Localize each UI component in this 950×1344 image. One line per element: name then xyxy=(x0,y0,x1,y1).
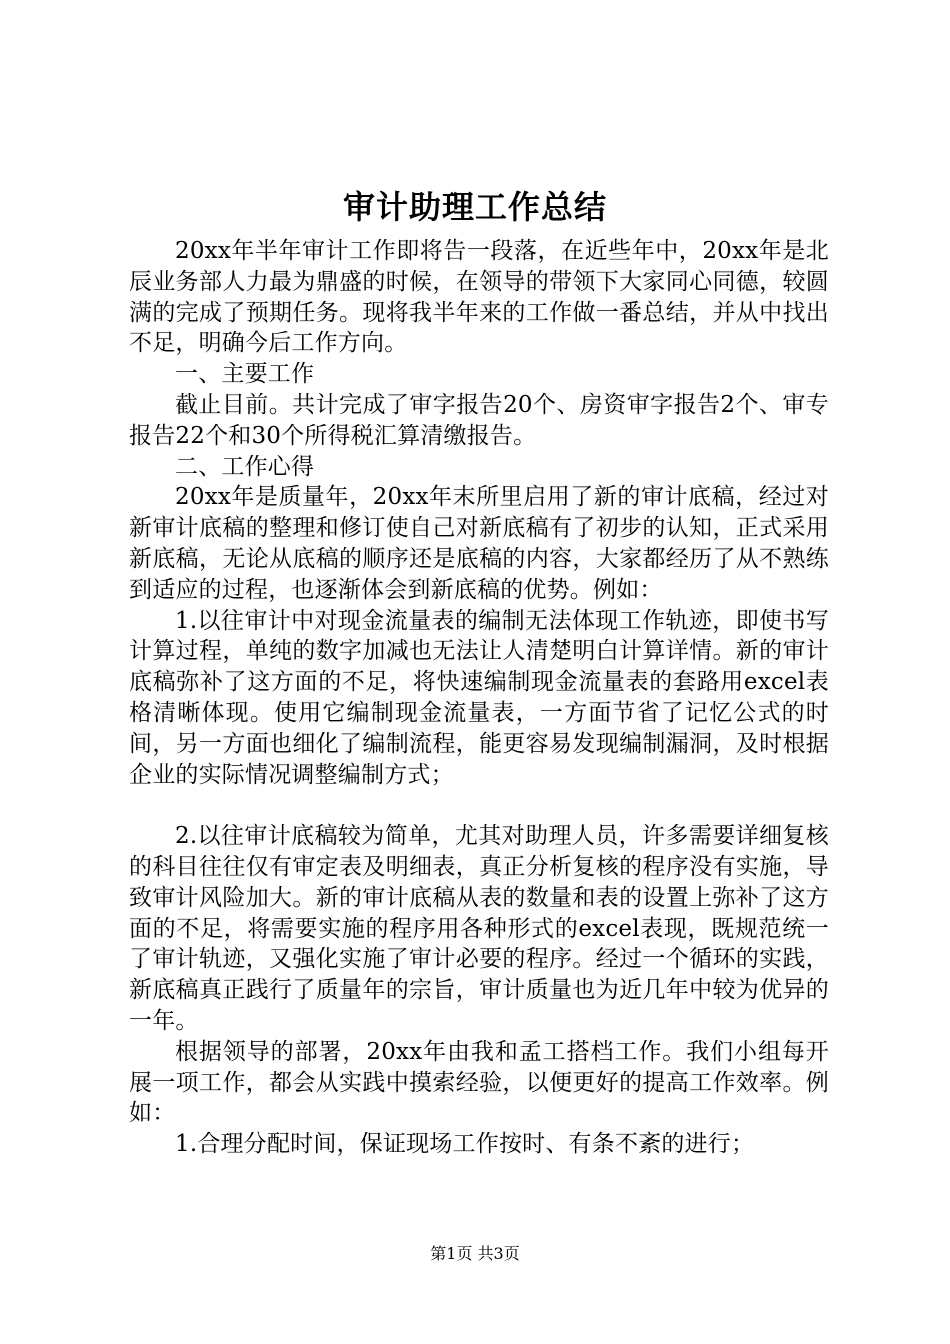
list-item-2: 2.以往审计底稿较为简单，尤其对助理人员，许多需要详细复核的科目往往仅有审定表及明细表，真正分析复核的程序没有实施，导致审计风险加大。新的审计底稿从表的数量和表的设置上弥补了这方面的不足，将需要实施的程序用各种形式的excel表现，既规范统一了审计轨迹，又强化实施了审计必要的程序。经过一个循环的实践，新底稿真正践行了质量年的宗旨，审计质量也为近几年中较为优异的一年。 xyxy=(129,823,829,1034)
teamwork-paragraph: 根据领导的部署，20xx年由我和孟工搭档工作。我们小组每开展一项工作，都会从实践中摸索经验，以便更好的提高工作效率。例如： xyxy=(129,1038,829,1127)
list-item-1: 1.以往审计中对现金流量表的编制无法体现工作轨迹，即使书写计算过程，单纯的数字加减也无法让人清楚明白计算详情。新的审计底稿弥补了这方面的不足，将快速编制现金流量表的套路用excel表格清晰体现。使用它编制现金流量表，一方面节省了记忆公式的时间，另一方面也细化了编制流程，能更容易发现编制漏洞，及时根据企业的实际情况调整编制方式； xyxy=(129,607,829,788)
document-title: 审计助理工作总结 xyxy=(342,188,607,226)
main-work-paragraph: 截止目前。共计完成了审字报告20个、房资审字报告2个、审专报告22个和30个所得税汇算清缴报告。 xyxy=(129,391,829,449)
section-heading-experience: 二、工作心得 xyxy=(175,453,315,480)
intro-paragraph: 20xx年半年审计工作即将告一段落，在近些年中，20xx年是北辰业务部人力最为鼎盛的时候，在领导的带领下大家同心同德，较圆满的完成了预期任务。现将我半年来的工作做一番总结，并从中找出不足，明确今后工作方向。 xyxy=(129,238,829,357)
section-heading-main-work: 一、主要工作 xyxy=(175,361,315,388)
page-footer: 第1页 共3页 xyxy=(430,1244,520,1263)
teamwork-list-item-1: 1.合理分配时间，保证现场工作按时、有条不紊的进行； xyxy=(175,1131,755,1158)
document-body xyxy=(129,236,829,1160)
experience-paragraph: 20xx年是质量年，20xx年末所里启用了新的审计底稿，经过对新审计底稿的整理和修订使自己对新底稿有了初步的认知，正式采用新底稿，无论从底稿的顺序还是底稿的内容，大家都经历了从不熟练到适应的过程，也逐渐体会到新底稿的优势。例如： xyxy=(129,484,829,603)
